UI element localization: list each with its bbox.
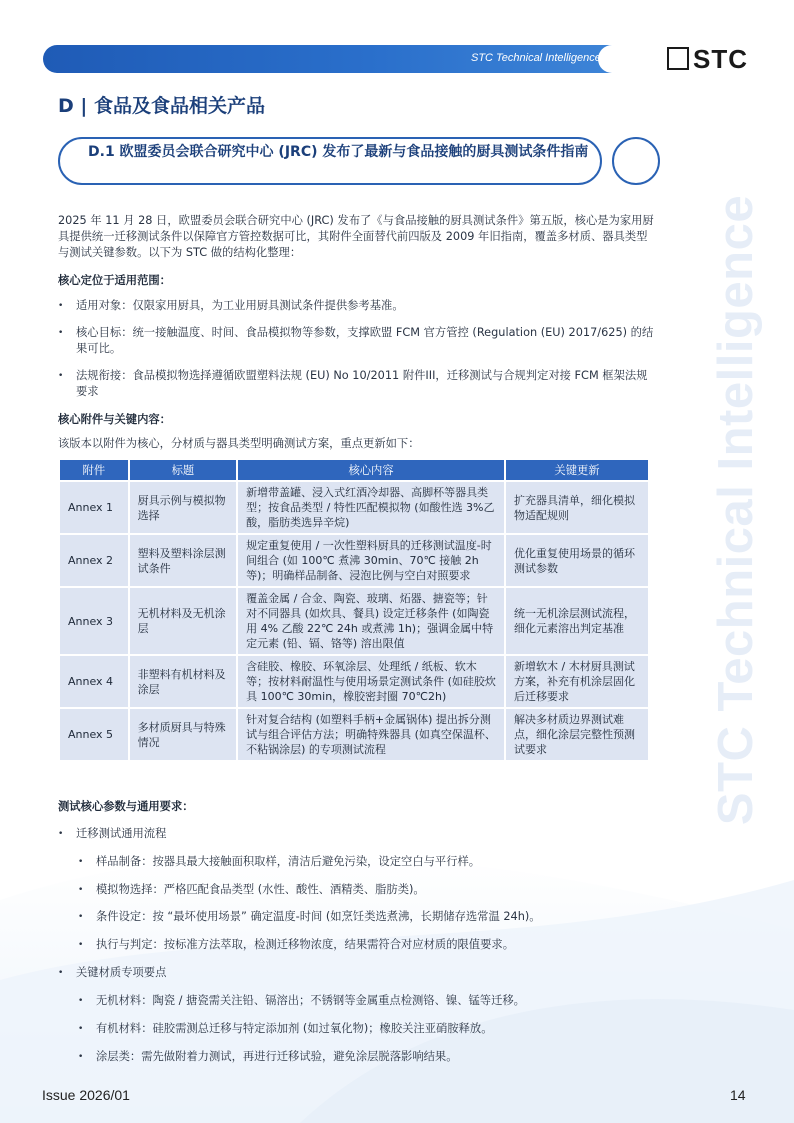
table-cell: 厨具示例与模拟物选择 [130,482,236,533]
bullet-icon: • [78,996,84,1006]
table-cell: 新增带盖罐、浸入式红酒冷却器、高脚杯等器具类型；按食品类型 / 特性匹配模拟物 (如酸性选 3%乙酸，脂肪类选异辛烷) [238,482,504,533]
table-cell: 无机材料及无机涂层 [130,588,236,654]
table-header-row [60,460,648,480]
scope-heading: 核心定位于适用范围： [58,274,171,287]
table-cell: 覆盖金属 / 合金、陶瓷、玻璃、炻器、搪瓷等；针对不同器具 (如炊具、餐具) 设定迁移条件 (如陶瓷用 4% 乙酸 22℃ 24h 或煮沸 1h)；强调金属中特定元素 (铅、镉、铬等) 溶出限值 [238,588,504,654]
table-cell: 优化重复使用场景的循环测试参数 [506,535,648,586]
table-cell: 塑料及塑料涂层测试条件 [130,535,236,586]
table-cell: Annex 5 [60,709,128,760]
vertical-watermark: STC Technical Intelligence [709,194,763,826]
table-cell: 规定重复使用 / 一次性塑料厨具的迁移测试温度-时间组合 (如 100℃ 煮沸 30min、70℃ 接触 2h 等)；明确样品制备、浸泡比例与空白对照要求 [238,535,504,586]
intro-paragraph: 2025 年 11 月 28 日，欧盟委员会联合研究中心 (JRC) 发布了《与食品接触的厨具测试条件》第五版，核心是为家用厨具提供统一迁移测试条件以保障官方管控数据可比，其附件全面替代前四版及 2009 年旧指南，覆盖多材质、器具类型与测试关键参数。以下为 STC 做的结构化整理： [58,214,654,259]
table-cell: 非塑料有机材料及涂层 [130,656,236,707]
bullet-icon: • [78,1052,84,1062]
table-cell: Annex 3 [60,588,128,654]
logo-text: STC [693,44,748,74]
bullet-icon: • [58,328,64,338]
annex-heading: 核心附件与关键内容： [58,413,171,426]
bullet-icon: • [78,940,84,950]
bullet-icon: • [78,885,84,895]
table-cell: 扩充器具清单，细化模拟物适配规则 [506,482,648,533]
table-cell: 统一无机涂层测试流程，细化元素溶出判定基准 [506,588,648,654]
stc-logo [667,45,753,73]
section-title: D | 食品及食品相关产品 [58,95,265,117]
bullet-icon: • [78,912,84,922]
table-cell: Annex 1 [60,482,128,533]
table-row [60,656,648,707]
issue-label: Issue 2026/01 [42,1087,130,1103]
table-row [60,588,648,654]
bullet-icon: • [78,1024,84,1034]
bullet-icon: • [58,968,64,978]
annex-intro: 该版本以附件为核心，分材质与器具类型明确测试方案，重点更新如下： [58,437,420,450]
bullet-icon: • [58,829,64,839]
column-header: 标题 [130,460,236,480]
column-header: 附件 [60,460,128,480]
subsection-title: D.1 欧盟委员会联合研究中心 (JRC) 发布了最新与食品接触的厨具测试条件指南 [88,144,589,160]
params-heading: 测试核心参数与通用要求： [58,800,194,813]
annex-table [58,458,650,762]
table-cell: 多材质厨具与特殊情况 [130,709,236,760]
header-brand-text: STC Technical Intelligence [471,52,601,64]
bullet-icon: • [78,857,84,867]
table-cell: Annex 2 [60,535,128,586]
table-row [60,535,648,586]
table-row [60,709,648,760]
logo-mark-icon [667,47,689,70]
column-header: 关键更新 [506,460,648,480]
header-banner-notch [598,45,642,73]
table-cell: 含硅胶、橡胶、环氧涂层、处理纸 / 纸板、软木等；按材料耐温性与使用场景定测试条件 (如硅胶炊具 100℃ 30min，橡胶密封圈 70℃2h) [238,656,504,707]
column-header: 核心内容 [238,460,504,480]
table-row [60,482,648,533]
table-cell: 针对复合结构 (如塑料手柄+金属锅体) 提出拆分测试与组合评估方法；明确特殊器具 (如真空保温杯、不粘锅涂层) 的专项测试流程 [238,709,504,760]
table-cell: Annex 4 [60,656,128,707]
bullet-icon: • [58,371,64,381]
decorative-circle [612,137,660,185]
bullet-icon: • [58,301,64,311]
table-cell: 新增软木 / 木材厨具测试方案，补充有机涂层固化后迁移要求 [506,656,648,707]
table-cell: 解决多材质边界测试难点，细化涂层完整性预测试要求 [506,709,648,760]
page-number: 14 [730,1087,746,1103]
